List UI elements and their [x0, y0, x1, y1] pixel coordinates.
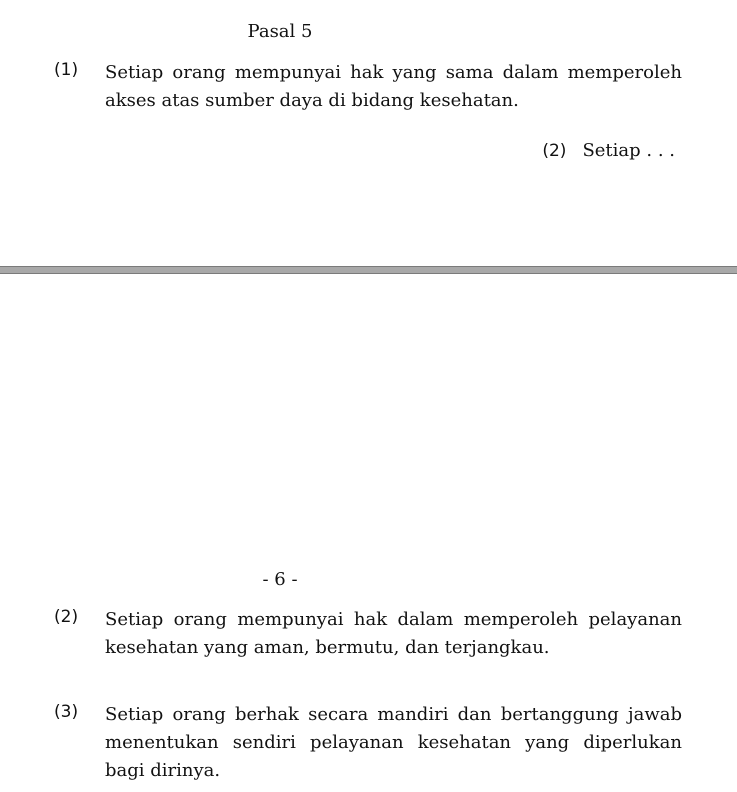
article-title: Pasal 5	[247, 21, 313, 42]
continuation-marker	[542, 140, 675, 161]
continuation-number: (2)	[542, 141, 567, 161]
paragraph-number: (2)	[54, 607, 79, 627]
continuation-text: Setiap . . .	[582, 140, 675, 161]
paragraph-number: (1)	[54, 60, 79, 80]
paragraph-number: (3)	[54, 702, 79, 722]
paragraph-text: Setiap orang mempunyai hak dalam memperoleh pelayanan kesehatan yang aman, bermutu, dan terjangkau.	[105, 609, 682, 658]
document-page-bottom	[0, 274, 737, 792]
document-page-top	[0, 0, 737, 266]
page-number: - 6 -	[262, 569, 298, 590]
paragraph-text: Setiap orang berhak secara mandiri dan bertanggung jawab menentukan sendiri pelayanan kesehatan yang diperlukan bagi dirinya.	[105, 704, 682, 781]
page-break-divider	[0, 266, 737, 274]
paragraph-text: Setiap orang mempunyai hak yang sama dalam memperoleh akses atas sumber daya di bidang kesehatan.	[105, 62, 682, 111]
